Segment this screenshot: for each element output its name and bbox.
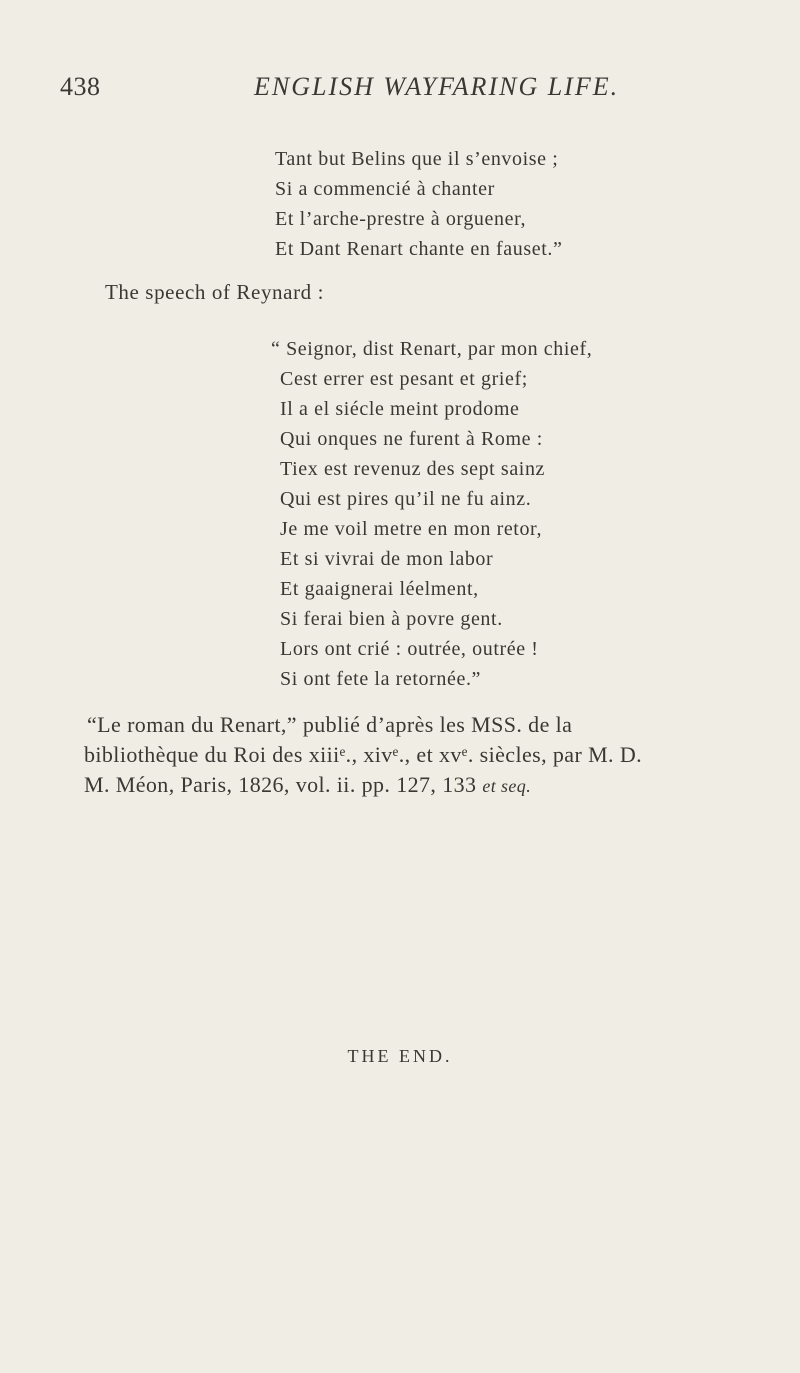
- verse-line: Qui onques ne furent à Rome :: [280, 428, 543, 450]
- verse-line: Si ferai bien à povre gent.: [280, 608, 503, 630]
- citation-italic: et seq.: [482, 776, 532, 796]
- verse-line: Il a el siécle meint prodome: [280, 398, 520, 420]
- page-number: 438: [60, 72, 101, 101]
- verse-line: Cest errer est pesant et grief;: [280, 368, 528, 390]
- verse-line: Tiex est revenuz des sept sainz: [280, 458, 546, 480]
- verse-line: Et Dant Renart chante en fauset.”: [275, 238, 563, 260]
- running-title: ENGLISH WAYFARING LIFE.: [254, 72, 620, 101]
- citation-line-1: “Le roman du Renart,” publié d’après les MSS. de la: [87, 712, 573, 737]
- citation-line-3: [84, 772, 774, 798]
- verse-line: Et si vivrai de mon labor: [280, 548, 494, 570]
- verse-line: Qui est pires qu’il ne fu ainz.: [280, 488, 532, 510]
- verse-line: Tant but Belins que il s’envoise ;: [275, 148, 559, 170]
- verse-line: Si a commencié à chanter: [275, 178, 495, 200]
- end-mark: THE END.: [347, 1046, 453, 1066]
- intro-line: The speech of Reynard :: [105, 280, 325, 304]
- verse-line: “ Seignor, dist Renart, par mon chief,: [271, 338, 593, 360]
- verse-line: Et l’arche-prestre à orguener,: [275, 208, 527, 230]
- citation-line-2: bibliothèque du Roi des xiiiᵉ., xivᵉ., et xvᵉ. siècles, par M. D.: [84, 742, 643, 767]
- verse-line: Je me voil metre en mon retor,: [280, 518, 543, 540]
- verse-line: Lors ont crié : outrée, outrée !: [280, 638, 539, 660]
- citation-text: M. Méon, Paris, 1826, vol. ii. pp. 127, 133: [84, 772, 483, 797]
- verse-line: Et gaaignerai léelment,: [280, 578, 479, 600]
- running-head: [60, 72, 650, 112]
- verse-line: Si ont fete la retornée.”: [280, 668, 482, 690]
